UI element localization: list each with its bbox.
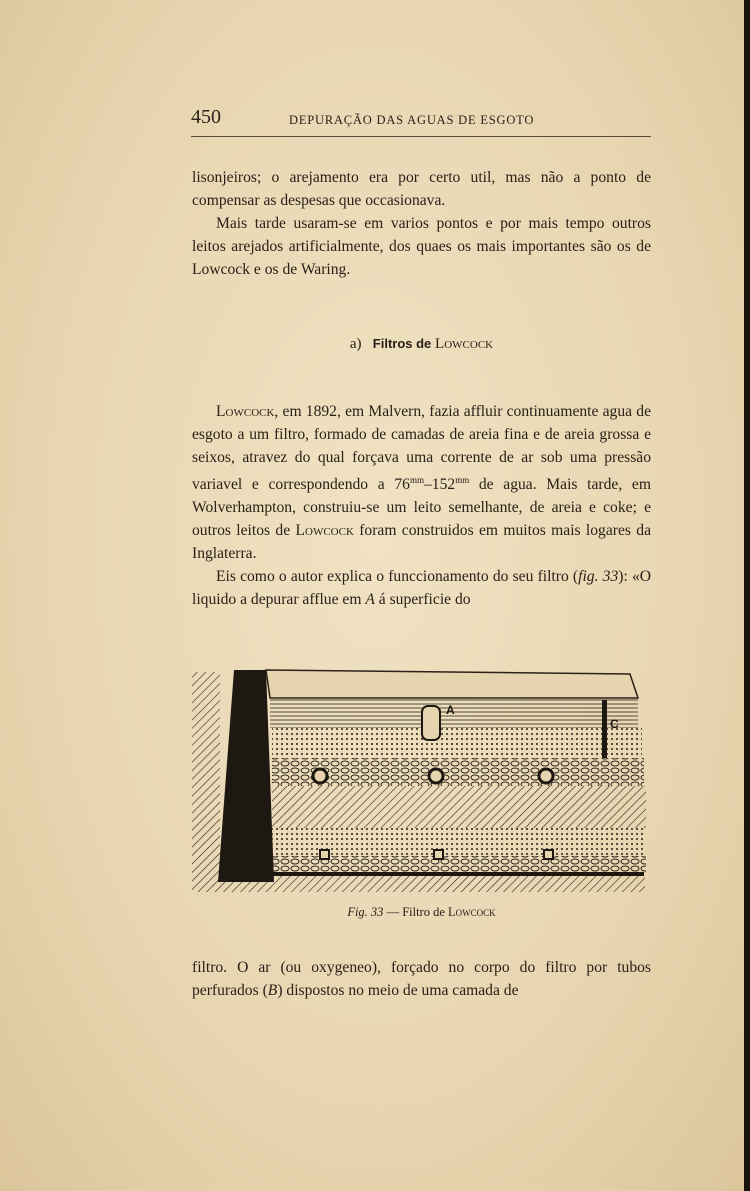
bottom-text-1: filtro. O ar (ou oxygeneo), forçado no corpo do filtro por tubos perfurados ( [192,959,651,999]
text-block-middle [192,400,651,611]
text-block-top [192,166,651,281]
lowcock-text-2: de agua. Mais tarde, em Wolverhampton, construiu-se um leito semelhante, de areia e coke; e outros leitos de [192,476,651,540]
page-edge [744,0,750,1191]
paragraph-explica [192,565,651,611]
air-pipe-2 [429,769,443,783]
section-title: Filtros de [372,336,432,351]
explica-letter-a: A [365,591,375,609]
ground-left [192,672,220,892]
explica-text-3: á superficie do [374,591,471,609]
air-pipe-3 [539,769,553,783]
explica-fig-ref: fig. 33 [578,568,619,586]
explica-text-2: ): «O liquido a depurar afflue em [192,568,652,609]
label-a: A [446,703,455,717]
label-c: C [610,717,619,731]
section-marker: a) [349,336,362,352]
floor-line [272,872,644,876]
lowcock-sup-1: mm [409,475,424,485]
filter-illustration [190,662,660,900]
page-header [191,106,651,137]
section-name: Lowcock [435,336,494,352]
drain-2 [434,850,443,859]
pipe-c [602,700,607,758]
lowcock-sup-2: mm [455,475,470,485]
sand-layer [272,728,642,758]
filter-surface [266,670,638,698]
lowcock-text-1: , em 1892, em Malvern, fazia affluir continuamente agua de esgoto a um filtro, formado de camadas de areia fina e de areia grossa e seixos, atravez do qual forçava uma corrente de ar sob uma pressão variavel e correspondendo a 76 [192,403,651,494]
air-pipe-1 [313,769,327,783]
bottom-text-2: ) dispostos no meio de uma camada de [277,982,519,999]
filter-wall [218,670,274,882]
paragraph-1: lisonjeiros; o arejamento era por certo util, mas não a ponto de compensar as despesas que occasionava. [192,169,651,209]
drain-3 [544,850,553,859]
lowcock-text-3: foram construidos em muitos mais logares da Inglaterra. [192,522,651,563]
text-block-bottom [192,956,651,1002]
page-number: 450 [191,106,221,128]
coarse-layer [272,786,646,828]
inlet-a [422,706,440,740]
ground-bottom [220,874,645,892]
figure-caption [192,905,651,920]
lowcock-dash: –152 [424,476,456,494]
caption-name: Lowcock [448,905,496,919]
paragraph-bottom [192,956,651,1002]
paragraph-2 [192,212,651,281]
lowcock-name-2: Lowcock [295,522,354,540]
paragraph-lowcock [192,400,651,565]
section-heading [192,336,651,353]
explica-text-1: Eis como o autor explica o funccionamento do seu filtro ( [216,568,579,586]
bottom-letter-b: B [267,982,278,999]
paragraph-2-text: Mais tarde usaram-se em varios pontos e por mais tempo outros leitos arejados artificialmente, dos quaes os mais importantes são os de Lowcock e os de Waring. [192,215,651,278]
lowcock-name: Lowcock [216,403,275,420]
running-head: DEPURAÇÃO DAS AGUAS DE ESGOTO [289,113,535,127]
drain-1 [320,850,329,859]
caption-text: — Filtro de [383,905,449,919]
caption-prefix: Fig. 33 [347,905,384,919]
gravel-layer [272,758,644,786]
